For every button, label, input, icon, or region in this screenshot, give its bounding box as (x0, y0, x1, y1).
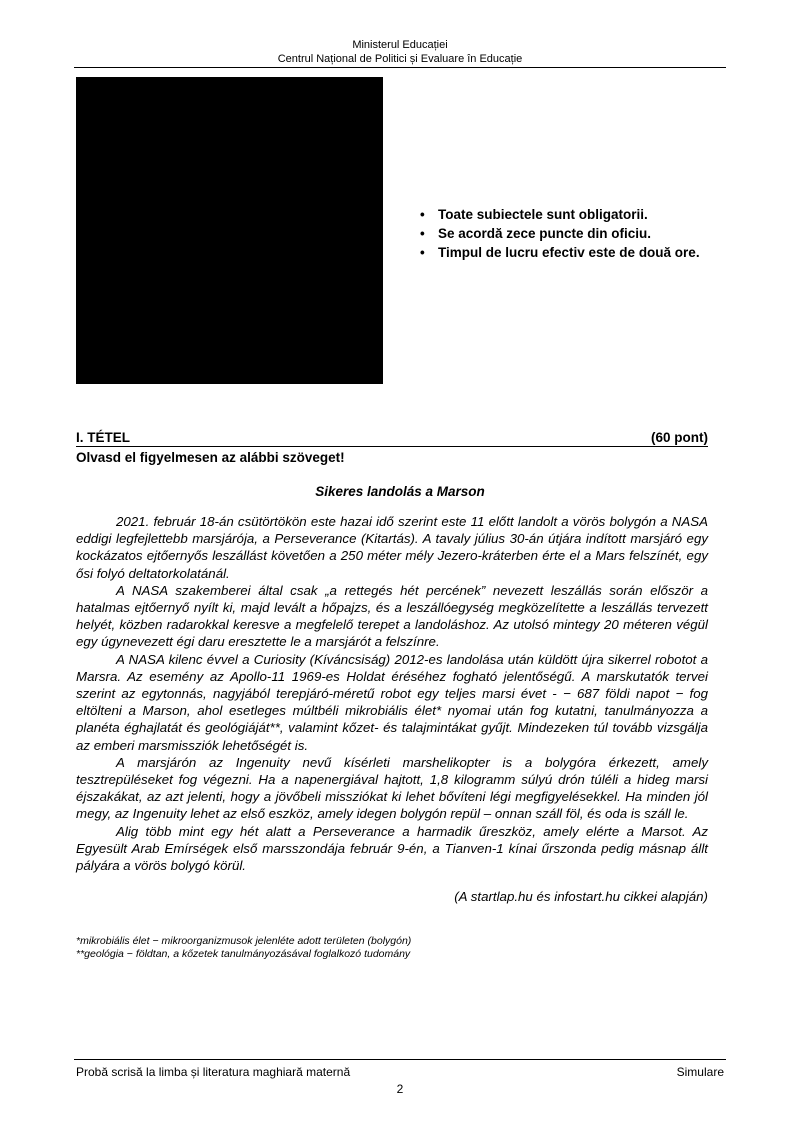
page-number: 2 (396, 1082, 404, 1096)
article-source: (A startlap.hu és infostart.hu cikkei alapján) (454, 889, 708, 904)
exam-instructions (420, 205, 700, 262)
article-paragraph: A NASA szakemberei által csak „a rettegés hét percének” nevezett leszállás során először a hatalmas ejtőernyő nyílt ki, majd levált a hőpajzs, és a leszállóegység megközelítette a leszállás tervezett helyét, közben radarokkal keresve a megfelelő terepet a landoláshoz. Az utolsó mintegy 20 méteren végül egy úgynevezett égi daru eresztette le a marsjárót a felszínre. (76, 582, 708, 650)
footnote: *mikrobiális élet − mikroorganizmusok jelenléte adott területen (bolygón) (76, 935, 412, 947)
instruction-item: • Se acordă zece puncte din oficiu. (420, 224, 700, 243)
reading-instruction: Olvasd el figyelmesen az alábbi szöveget! (76, 450, 345, 465)
section-points: (60 pont) (651, 430, 708, 445)
instruction-item: • Toate subiectele sunt obligatorii. (420, 205, 700, 224)
center-name: Centrul Național de Politici și Evaluare în Educație (277, 53, 523, 65)
footer-exam-type: Simulare (676, 1065, 724, 1079)
footnotes (76, 935, 411, 961)
redacted-box (76, 77, 383, 384)
article-paragraph: 2021. február 18-án csütörtökön este hazai idő szerint este 11 előtt landolt a vörös bolygón a NASA eddigi legfejlettebb marsjárója, a Perseverance (Kitartás). A tavaly július 30-án útjára indított marsjáró egy kockázatos ejtőernyős leszállást követően a 250 méter mély Jezero-kráterben érte el a Mars felszínét, egy ősi folyó deltatorkolatánál. (76, 514, 708, 581)
footer-divider (74, 1059, 726, 1060)
footnote: **geológia − földtan, a kőzetek tanulmányozásával foglalkozó tudomány (76, 948, 411, 960)
header-divider (74, 67, 726, 68)
article-body (76, 513, 708, 874)
footer-exam-name: Probă scrisă la limba și literatura maghiară maternă (76, 1065, 351, 1079)
ministry-name: Ministerul Educației (352, 39, 448, 51)
article-paragraph: A NASA kilenc évvel a Curiosity (Kíváncsiság) 2012-es landolása után küldött újra sikerrel robotot a Marsra. Az esemény az Apollo-11 1969-es Holdat éréséhez fogható jelentőségű. A marskutatók tervei szerint az egytonnás, nagyjából terepjáró-méretű robot egy teljes marsi évet - − 687 földi napot − fog eltölteni a Marson, ahol esetleges múltbéli mikrobiális élet* nyomai után fog kutatni, tanulmányozza a planéta éghajlatát és geológiáját**, valamint kőzet- és talajmintákat gyűjt. Mindezeken túl tovább vizsgálja az emberi marsmissziók lehetőségét is. (76, 651, 708, 753)
article-paragraph: A marsjárón az Ingenuity nevű kísérleti marshelikopter is a bolygóra érkezett, amely tesztrepüléseket fog végezni. Ha a napenergiával hajtott, 1,8 kilogramm súlyú drón túléli a hideg marsi éjszakákat, az azt jelenti, hogy a jövőbeli missziókat ki lehet bővíteni légi megfigyelésekkel. Ha minden jól megy, az Ingenuity lehet az első eszköz, amely idegen bolygón repül – onnan száll föl, és oda is száll le. (76, 754, 708, 822)
article-paragraph: Alig több mint egy hét alatt a Perseverance a harmadik űreszköz, amely elérte a Marsot. Az Egyesült Arab Emírségek első marsszondája február 9-én, a Tianven-1 kínai űrszonda pedig másnap állt pályára a vörös bolygó körül. (76, 823, 708, 874)
section-heading (76, 430, 708, 447)
article-title: Sikeres landolás a Marson (315, 484, 485, 499)
section-label: I. TÉTEL (76, 430, 130, 445)
page-header (0, 38, 800, 66)
instruction-item: • Timpul de lucru efectiv este de două ore. (420, 243, 700, 262)
